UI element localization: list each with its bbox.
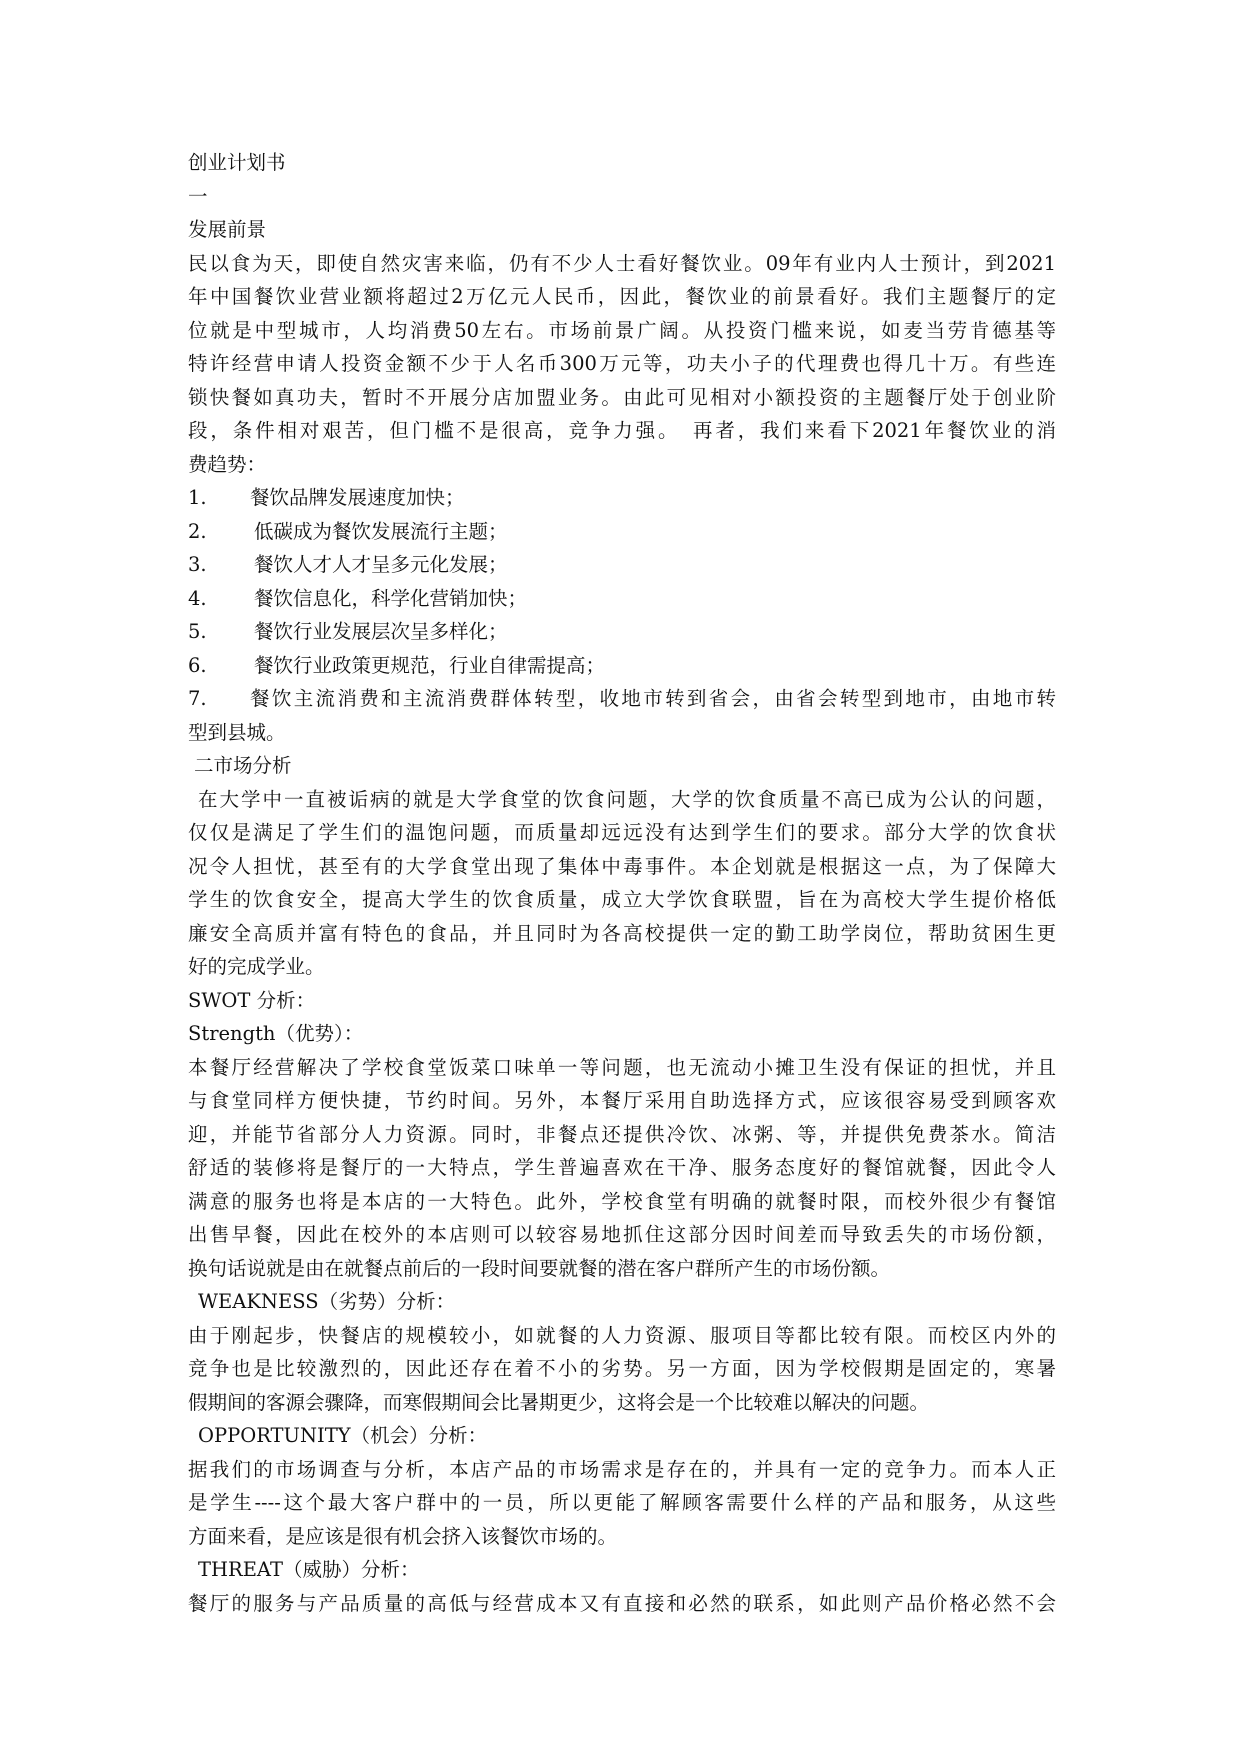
list-text: 餐饮信息化，科学化营销加快； [254,586,528,610]
paragraph-line: 锁快餐如真功夫，暂时不开展分店加盟业务。由此可见相对小额投资的主题餐厅处于创业阶 [188,385,1056,409]
weakness-heading: WEAKNESS（劣势）分析： [198,1290,456,1313]
list-item [188,548,1056,582]
list-text: 餐饮人才人才呈多元化发展； [254,553,508,576]
paragraph-line: 出售早餐，因此在校外的本店则可以较容易地抓住这部分因时间差而导致丢失的市场份额， [188,1223,1056,1246]
paragraph-line: 迎，并能节省部分人力资源。同时，非餐点还提供冷饮、冰粥、等，并提供免费茶水。简洁 [188,1122,1056,1146]
list-number: 1. [188,486,207,509]
paragraph-line: 年中国餐饮业营业额将超过2万亿元人民币，因此，餐饮业的前景看好。我们主题餐厅的定 [188,285,1056,308]
list-text: 餐饮品牌发展速度加快； [250,486,465,509]
list-item [188,515,1056,549]
list-text: 餐饮行业发展层次呈多样化； [254,620,508,643]
swot-heading: SWOT 分析： [188,988,316,1012]
paragraph-line: 段，条件相对艰苦，但门槛不是很高，竞争力强。 再者，我们来看下2021年餐饮业的消 [188,419,1056,442]
market-paragraph [188,783,1056,984]
list-number: 5. [188,620,207,643]
list-continuation: 型到县城。 [188,720,286,744]
paragraph-line: 竞争也是比较激烈的，因此还存在着不小的劣势。另一方面，因为学校假期是固定的，寒暑 [188,1357,1056,1380]
list-item [188,582,1056,616]
paragraph-line: 位就是中型城市，人均消费50左右。市场前景广阔。从投资门槛来说，如麦当劳肯德基等 [188,318,1056,342]
paragraph-line: 假期间的客源会骤降，而寒假期间会比暑期更少，这将会是一个比较难以解决的问题。 [188,1390,930,1414]
list-text: 低碳成为餐饮发展流行主题； [254,519,508,543]
list-item [188,615,1056,649]
opportunity-heading: OPPORTUNITY（机会）分析： [198,1424,488,1447]
paragraph-line: 本餐厅经营解决了学校食堂饭菜口味单一等问题，也无流动小摊卫生没有保证的担忧，并且 [188,1055,1056,1079]
list-number: 6. [188,653,207,677]
list-number: 4. [188,586,207,610]
paragraph-line: 学生的饮食安全，提高大学生的饮食质量，成立大学饮食联盟，旨在为高校大学生提价格低 [188,888,1056,911]
list-number: 7. [188,687,207,710]
paragraph-line: 由于刚起步，快餐店的规模较小，如就餐的人力资源、服项目等都比较有限。而校区内外的 [188,1323,1056,1347]
paragraph-line: 方面来看，是应该是很有机会挤入该餐饮市场的。 [188,1524,618,1548]
threat-paragraph [188,1587,1056,1621]
trend-list [188,481,1056,749]
paragraph-line: 是学生----这个最大客户群中的一员，所以更能了解顾客需要什么样的产品和服务，从这些 [188,1491,1056,1514]
paragraph-line: 在大学中一直被诟病的就是大学食堂的饮食问题，大学的饮食质量不高已成为公认的问题， [198,787,1056,811]
paragraph-line: 满意的服务也将是本店的一大特色。此外，学校食堂有明确的就餐时限，而校外很少有餐馆 [188,1189,1056,1213]
paragraph-line: 况令人担忧，甚至有的大学食堂出现了集体中毒事件。本企划就是根据这一点，为了保障大 [188,854,1056,878]
list-text: 餐饮主流消费和主流消费群体转型，收地市转到省会，由省会转型到地市，由地市转 [250,687,1056,710]
list-item [188,481,1056,515]
section-marker: 一 [188,184,208,208]
section-heading-market: 二市场分析 [194,754,292,777]
paragraph-line: 据我们的市场调查与分析，本店产品的市场需求是存在的，并具有一定的竞争力。而本人正 [188,1457,1056,1481]
paragraph-line: 廉安全高质并富有特色的食品，并且同时为各高校提供一定的勤工助学岗位，帮助贫困生更 [188,921,1056,945]
list-number: 3. [188,553,207,576]
paragraph-line: 仅仅是满足了学生们的温饱问题，而质量却远远没有达到学生们的要求。部分大学的饮食状 [188,821,1056,844]
section-heading-prospects: 发展前景 [188,218,267,241]
paragraph-line: 民以食为天，即使自然灾害来临，仍有不少人士看好餐饮业。09年有业内人士预计，到2021 [188,251,1056,275]
prospects-paragraph [188,247,1056,482]
paragraph-line: 与食堂同样方便快捷，节约时间。另外，本餐厅采用自助选择方式，应该很容易受到顾客欢 [188,1089,1056,1112]
list-text: 餐饮行业政策更规范，行业自律需提高； [254,653,606,677]
strength-heading: Strength（优势）： [188,1022,364,1045]
list-item [188,649,1056,683]
paragraph-line: 餐厅的服务与产品质量的高低与经营成本又有直接和必然的联系，如此则产品价格必然不会 [188,1591,1056,1615]
opportunity-paragraph [188,1453,1056,1554]
paragraph-line: 舒适的装修将是餐厅的一大特点，学生普遍喜欢在干净、服务态度好的餐馆就餐，因此令人 [188,1156,1056,1179]
list-item [188,682,1056,716]
document-title: 创业计划书 [188,151,286,174]
document-page [188,146,1056,1620]
paragraph-line: 好的完成学业。 [188,955,325,978]
strength-paragraph [188,1051,1056,1286]
list-number: 2. [188,519,207,543]
paragraph-line: 费趋势： [188,452,267,476]
paragraph-line: 特许经营申请人投资金额不少于人名币300万元等，功夫小子的代理费也得几十万。有些连 [188,352,1056,375]
weakness-paragraph [188,1319,1056,1420]
threat-heading: THREAT（威胁）分析： [198,1558,420,1581]
paragraph-line: 换句话说就是由在就餐点前后的一段时间要就餐的潜在客户群所产生的市场份额。 [188,1256,891,1280]
